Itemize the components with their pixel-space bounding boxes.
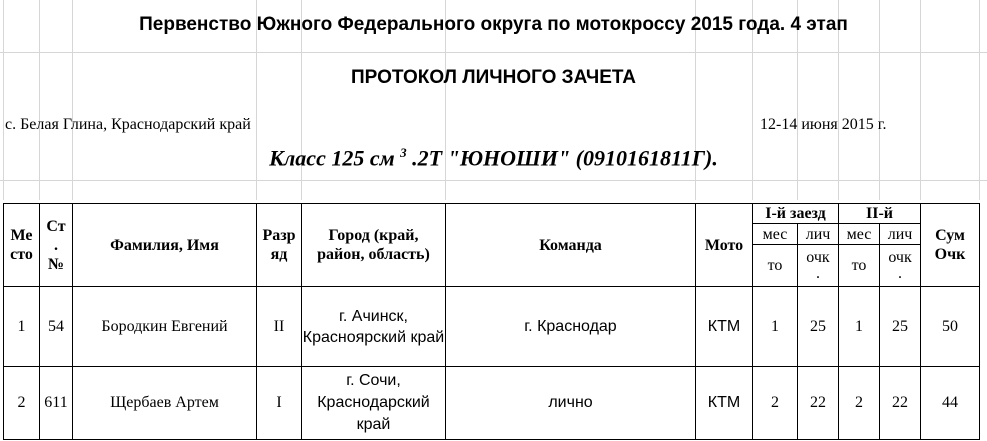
- col-rank-header: Разр яд: [257, 204, 302, 287]
- cell-city: г. Ачинск, Красноярский край: [302, 287, 446, 367]
- cell-total: 50: [921, 287, 980, 367]
- table-row: [4, 287, 980, 367]
- col-start-header: Ст . №: [40, 204, 73, 287]
- heat1-points-header-cont: очк .: [798, 245, 839, 287]
- cell-heat2-points: 25: [880, 287, 921, 367]
- cell-rank: I: [257, 367, 302, 440]
- cell-name: Бородкин Евгений: [73, 287, 257, 367]
- col-name-header: Фамилия, Имя: [73, 204, 257, 287]
- event-date: 12-14 июня 2015 г.: [760, 116, 887, 133]
- cell-heat1-points: 22: [798, 367, 839, 440]
- cell-city: г. Сочи, Краснодарский край: [302, 367, 446, 440]
- cell-rank: II: [257, 287, 302, 367]
- heat1-place-header-cont: то: [753, 245, 798, 287]
- heat2-points-header-cont: очк .: [880, 245, 921, 287]
- heat2-place-header: мес: [839, 224, 880, 245]
- heat2-header: II-й: [839, 204, 921, 224]
- cell-name: Щербаев Артем: [73, 367, 257, 440]
- class-superscript: 3: [400, 145, 407, 160]
- col-team-header: Команда: [446, 204, 696, 287]
- results-table: [3, 203, 980, 440]
- cell-heat2-place: 2: [839, 367, 880, 440]
- championship-title: Первенство Южного Федерального округа по мотокроссу 2015 года. 4 этап: [139, 14, 848, 35]
- col-moto-header: Мото: [696, 204, 753, 287]
- cell-place: 2: [4, 367, 40, 440]
- cell-moto: КТМ: [696, 287, 753, 367]
- protocol-title: ПРОТОКОЛ ЛИЧНОГО ЗАЧЕТА: [350, 67, 637, 88]
- cell-start: 611: [40, 367, 73, 440]
- heat1-points-header: лич: [798, 224, 839, 245]
- cell-heat2-place: 1: [839, 287, 880, 367]
- grid-line: [0, 52, 987, 53]
- event-location: с. Белая Глина, Краснодарский край: [5, 116, 251, 133]
- cell-heat1-points: 25: [798, 287, 839, 367]
- header-row: [4, 204, 980, 224]
- cell-total: 44: [921, 367, 980, 440]
- heat2-points-header: лич: [880, 224, 921, 245]
- table-row: [4, 367, 980, 440]
- class-suffix: .2Т "ЮНОШИ" (0910161811Г).: [406, 145, 718, 171]
- cell-team: г. Краснодар: [446, 287, 696, 367]
- cell-start: 54: [40, 287, 73, 367]
- grid-line: [0, 180, 987, 181]
- col-place-header: Ме сто: [4, 204, 40, 287]
- class-title: [0, 145, 987, 171]
- heat1-place-header: мес: [753, 224, 798, 245]
- cell-heat2-points: 22: [880, 367, 921, 440]
- cell-team: лично: [446, 367, 696, 440]
- cell-heat1-place: 1: [753, 287, 798, 367]
- cell-heat1-place: 2: [753, 367, 798, 440]
- cell-place: 1: [4, 287, 40, 367]
- class-prefix: Класс 125 см: [269, 145, 395, 171]
- heat1-header: I-й заезд: [753, 204, 839, 224]
- heat2-place-header-cont: то: [839, 245, 880, 287]
- col-total-header: Сум Очк: [921, 204, 980, 287]
- col-city-header: Город (край, район, область): [302, 204, 446, 287]
- cell-moto: КТМ: [696, 367, 753, 440]
